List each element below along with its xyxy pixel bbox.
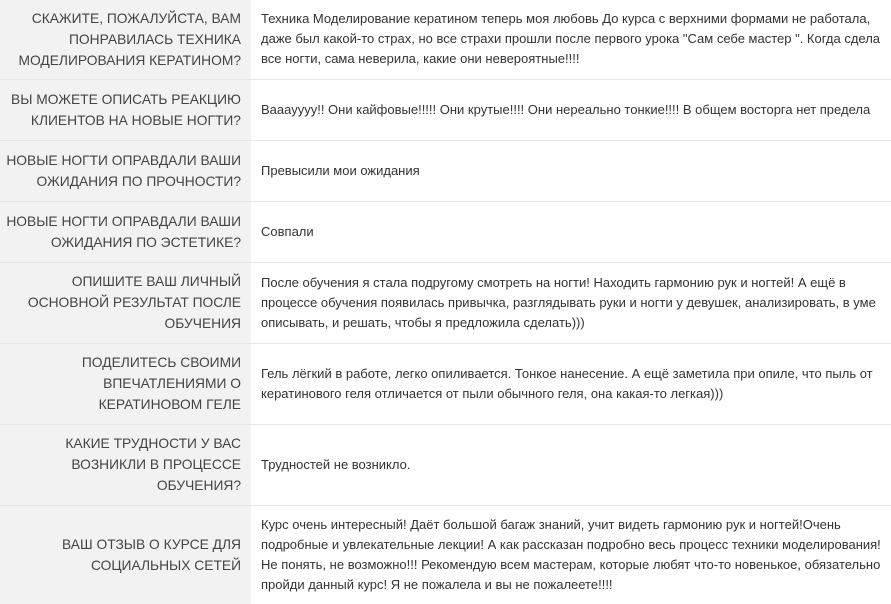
qa-row [0, 79, 891, 140]
answer-cell: Курс очень интересный! Даёт большой багаж знаний, учит видеть гармонию рук и ногтей!Очень подробные и увлекательные лекции! А как рассказан подробно весь процесс техники моделирования! Не понять, не возможно!!! Рекомендую всем мастерам, которые любят что-то новенькое, обязательно пройди данный курс! Я не пожалела и вы не пожалеете!!!! [251, 505, 891, 604]
qa-row [0, 424, 891, 505]
qa-row [0, 505, 891, 604]
question-cell: ПОДЕЛИТЕСЬ СВОИМИ ВПЕЧАТЛЕНИЯМИ О КЕРАТИНОВОМ ГЕЛЕ [0, 343, 251, 424]
question-cell: СКАЖИТЕ, ПОЖАЛУЙСТА, ВАМ ПОНРАВИЛАСЬ ТЕХНИКА МОДЕЛИРОВАНИЯ КЕРАТИНОМ? [0, 0, 251, 79]
qa-row [0, 262, 891, 343]
qa-row [0, 140, 891, 201]
answer-cell: После обучения я стала подругому смотреть на ногти! Находить гармонию рук и ногтей! А ещё в процессе обучения появилась привычка, разглядывать руки и ногти у девушек, анализировать, в уме описывать, и решать, чтобы я предложила сделать))) [251, 262, 891, 343]
question-cell: ВЫ МОЖЕТЕ ОПИСАТЬ РЕАКЦИЮ КЛИЕНТОВ НА НОВЫЕ НОГТИ? [0, 79, 251, 140]
qa-row [0, 343, 891, 424]
question-cell: НОВЫЕ НОГТИ ОПРАВДАЛИ ВАШИ ОЖИДАНИЯ ПО ЭСТЕТИКЕ? [0, 201, 251, 262]
answer-cell: Превысили мои ожидания [251, 140, 891, 201]
question-cell: ОПИШИТЕ ВАШ ЛИЧНЫЙ ОСНОВНОЙ РЕЗУЛЬТАТ ПОСЛЕ ОБУЧЕНИЯ [0, 262, 251, 343]
qa-row [0, 201, 891, 262]
answer-cell: Совпали [251, 201, 891, 262]
answer-cell: Вааауууу!! Они кайфовые!!!!! Они крутые!!!! Они нереально тонкие!!!! В общем восторга нет предела [251, 79, 891, 140]
qa-row [0, 0, 891, 79]
answer-cell: Гель лёгкий в работе, легко опиливается. Тонкое нанесение. А ещё заметила при опиле, что пыль от кератинового геля отличается от пыли обычного геля, она какая-то легкая))) [251, 343, 891, 424]
question-cell: ВАШ ОТЗЫВ О КУРСЕ ДЛЯ СОЦИАЛЬНЫХ СЕТЕЙ [0, 505, 251, 604]
answer-cell: Трудностей не возникло. [251, 424, 891, 505]
answer-cell: Техника Моделирование кератином теперь моя любовь До курса с верхними формами не работала, даже был какой-то страх, но все страхи прошли после первого урока "Сам себе мастер ". Когда сдела все ногти, сама неверила, какие они невероятные!!!! [251, 0, 891, 79]
question-cell: КАКИЕ ТРУДНОСТИ У ВАС ВОЗНИКЛИ В ПРОЦЕССЕ ОБУЧЕНИЯ? [0, 424, 251, 505]
question-cell: НОВЫЕ НОГТИ ОПРАВДАЛИ ВАШИ ОЖИДАНИЯ ПО ПРОЧНОСТИ? [0, 140, 251, 201]
